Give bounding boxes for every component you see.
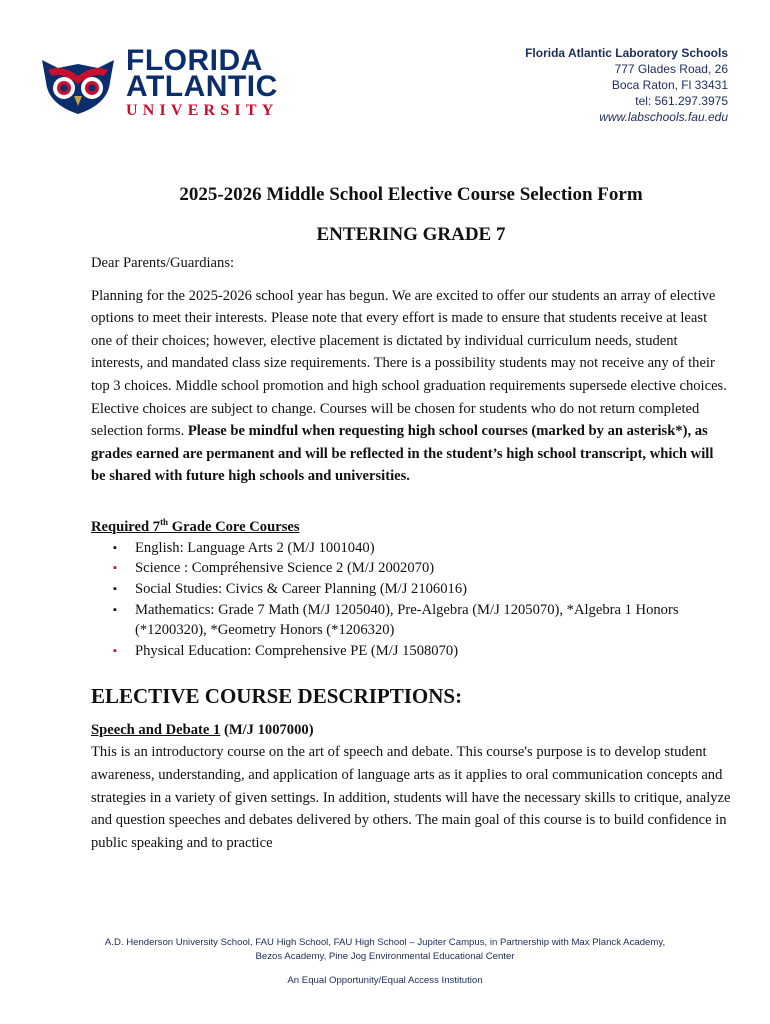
street-address: 777 Glades Road, 26 [614,62,728,76]
core-courses-list [91,538,731,662]
logo-word-florida: FLORIDA [126,44,263,77]
website-link[interactable]: www.labschools.fau.edu [599,110,728,124]
footer-partners-line2: Bezos Academy, Pine Jog Environmental Educational Center [255,951,515,962]
logo-word-atlantic: ATLANTIC [126,70,278,103]
core-courses-title [91,512,731,538]
grade-heading: ENTERING GRADE 7 [316,224,506,245]
intro-bold-notice: Please be mindful when requesting high school courses (marked by an asterisk*), as grades earned are permanent and will be reflected in the student’s high school transcript, which will be shared with future high schools and universities. [91,423,714,485]
course-title [91,719,731,741]
fau-logo [38,46,298,122]
intro-text: Planning for the 2025-2026 school year has begun. We are excited to offer our students an array of elective options to meet their interests. Please note that every effort is made to ensure that students receive at least one of their choices; however, elective placement is dictated by individual curriculum needs, student interests, and mandated class size requirements. There is a possibility students may not receive any of their top 3 choices. Middle school promotion and high school graduation requirements supersede elective choices. Elective choices are subject to change. Courses will be chosen for students who do not return completed selection forms. [91,287,727,440]
owl-icon [38,54,118,116]
form-content [91,182,731,854]
footer-partners [0,936,770,964]
page-title: 2025-2026 Middle School Elective Course Selection Form [179,184,643,205]
course-code: (M/J 1007000) [220,722,314,739]
core-course-physical-education: ▪ Physical Education: Comprehensive PE (M/J 1508070) [135,641,731,662]
core-title-sup: th [160,516,169,527]
core-courses-section [91,512,731,661]
intro-paragraph [91,285,731,488]
school-name: Florida Atlantic Laboratory Schools [525,46,728,60]
core-course-science: ▪ Science : Compréhensive Science 2 (M/J 2002070) [135,558,731,579]
logo-word-university: UNIVERSITY [126,102,279,119]
school-address [525,45,728,125]
phone-number: tel: 561.297.3975 [635,94,728,108]
core-course-mathematics: ▪ Mathematics: Grade 7 Math (M/J 1205040), Pre-Algebra (M/J 1205070), *Algebra 1 Honors (*1200320), *Geometry Honors (*1206320) [135,600,731,641]
salutation: Dear Parents/Guardians: [91,255,235,271]
footer-partners-line1: A.D. Henderson University School, FAU High School, FAU High School – Jupiter Campus, in Partnership with Max Planck Academy, [104,937,666,948]
footer-equal-opportunity: An Equal Opportunity/Equal Access Institution [287,975,483,986]
core-title-pre: Required 7 [91,518,161,535]
city-address: Boca Raton, Fl 33431 [611,78,728,92]
course-name: Speech and Debate 1 [91,722,221,739]
core-title-post: Grade Core Courses [168,518,300,535]
core-course-english: ▪ English: Language Arts 2 (M/J 1001040) [135,538,731,559]
course-description: This is an introductory course on the art of speech and debate. This course's purpose is to develop student awareness, understanding, and application of language arts as it applies to oral communication concepts and strategies in a variety of given settings. In addition, students will have the necessary skills to critique, analyze and question speeches and debates delivered by others. The main goal of this course is to build confidence in public speaking and to practice [91,744,731,851]
core-course-social-studies: ▪ Social Studies: Civics & Career Planning (M/J 2106016) [135,579,731,600]
course-speech-debate [91,719,731,854]
elective-descriptions-heading: ELECTIVE COURSE DESCRIPTIONS: [91,684,463,709]
